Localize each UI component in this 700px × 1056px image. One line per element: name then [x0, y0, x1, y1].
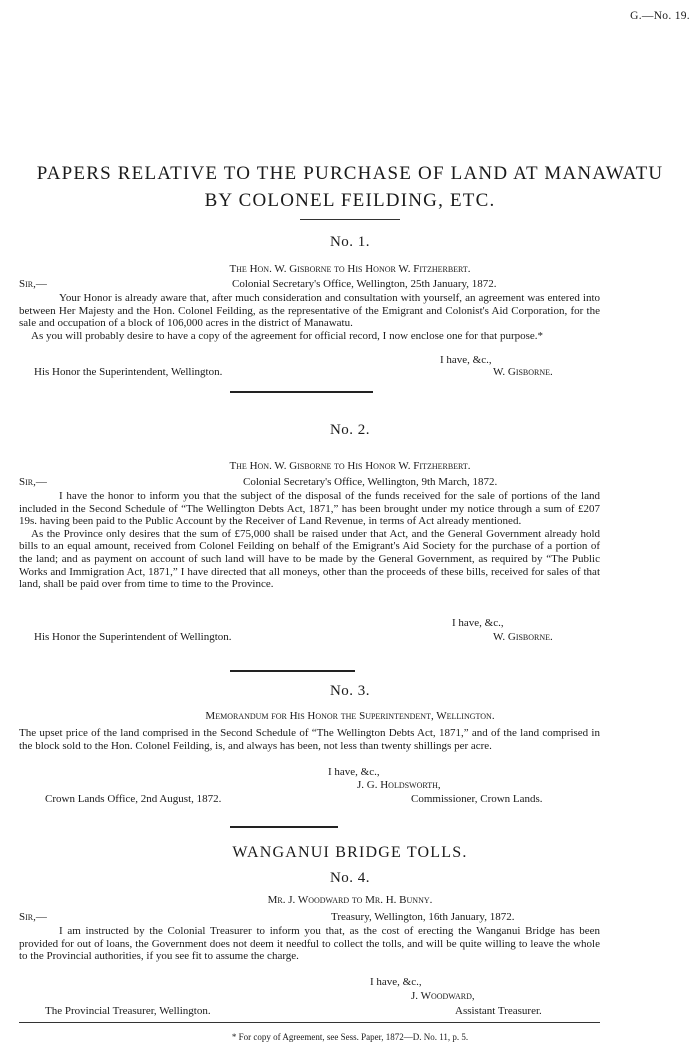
doc1-place-date: Colonial Secretary's Office, Wellington, 25th January, 1872. — [232, 278, 497, 290]
doc1-closing: I have, &c., — [440, 354, 492, 366]
doc3-paragraph-1: The upset price of the land comprised in the Second Schedule of “The Wellington Debts Act, 1871,” and of the land comprised in the block sold to the Hon. Colonel Feilding, is, and always has been, not less than twenty shillings per acre. — [19, 727, 600, 752]
doc2-heading: The Hon. W. Gisborne to His Honor W. Fitzherbert. — [229, 460, 471, 472]
doc4-heading: Mr. J. Woodward to Mr. H. Bunny. — [267, 894, 433, 906]
doc3-body — [19, 727, 600, 752]
doc2-paragraph-1: I have the honor to inform you that the subject of the disposal of the funds received for the sale of portions of the land included in the Second Schedule of “The Wellington Debts Act, 1871,” has been brought under my notice through a sum of £207 19s. having been paid to the Public Account by the Receiver of Land Revenue, in terms of Act already mentioned. — [19, 490, 600, 528]
doc3-heading: Memorandum for His Honor the Superintendent, Wellington. — [205, 710, 495, 722]
doc2-number: No. 2. — [329, 422, 371, 438]
doc2-signature: W. Gisborne. — [493, 631, 553, 643]
doc1-signature: W. Gisborne. — [493, 366, 553, 378]
document-reference: G.—No. 19. — [630, 10, 690, 22]
doc4-addressee: The Provincial Treasurer, Wellington. — [45, 1005, 211, 1017]
doc3-divider — [230, 826, 338, 828]
doc1-heading: The Hon. W. Gisborne to His Honor W. Fitzherbert. — [229, 263, 471, 275]
footnote-rule — [19, 1022, 600, 1023]
title-line-2: BY COLONEL FEILDING, ETC. — [204, 190, 496, 211]
doc4-title: Assistant Treasurer. — [455, 1005, 542, 1017]
doc2-body — [19, 490, 600, 591]
doc2-place-date: Colonial Secretary's Office, Wellington, 9th March, 1872. — [243, 476, 498, 488]
doc2-addressee: His Honor the Superintendent of Wellington. — [34, 631, 232, 643]
doc1-divider — [230, 391, 373, 393]
title-line-1: PAPERS RELATIVE TO THE PURCHASE OF LAND AT MANAWATU — [36, 163, 664, 184]
doc4-paragraph-1: I am instructed by the Colonial Treasurer to inform you that, as the cost of erecting the Wanganui Bridge has been provided for out of loans, the Government does not deem it needful to collect the tolls, and will be quite willing to leave the whole to the Provincial authorities, if you see fit to assume the charge. — [19, 925, 600, 963]
doc1-addressee: His Honor the Superintendent, Wellington. — [34, 366, 223, 378]
doc3-closing: I have, &c., — [328, 766, 380, 778]
doc1-body — [19, 292, 600, 342]
doc1-paragraph-1: Your Honor is already aware that, after much consideration and consultation with yourself, an agreement was entered into between Her Majesty and the Hon. Colonel Feilding, as the representative of the Emigrant and Colonist's Aid Corporation, for the sale and occupation of a block of 106,000 acres in the district of Manawatu. — [19, 292, 600, 330]
doc3-number: No. 3. — [329, 683, 371, 699]
doc4-salutation: Sir,— — [19, 911, 47, 923]
doc4-signature: J. Woodward, — [411, 990, 475, 1002]
doc2-divider — [230, 670, 355, 672]
doc3-signature: J. G. Holdsworth, — [357, 779, 441, 791]
doc4-closing: I have, &c., — [370, 976, 422, 988]
doc1-paragraph-2: As you will probably desire to have a copy of the agreement for official record, I now enclose one for that purpose.* — [31, 329, 544, 342]
doc4-body — [19, 925, 600, 963]
doc2-salutation: Sir,— — [19, 476, 47, 488]
doc1-salutation: Sir,— — [19, 278, 47, 290]
doc1-number: No. 1. — [329, 234, 371, 250]
section-title: WANGANUI BRIDGE TOLLS. — [232, 844, 468, 861]
doc2-closing: I have, &c., — [452, 617, 504, 629]
title-divider — [300, 219, 400, 220]
doc3-title: Commissioner, Crown Lands. — [411, 793, 543, 805]
doc3-office-date: Crown Lands Office, 2nd August, 1872. — [45, 793, 222, 805]
page-title — [0, 160, 700, 214]
doc4-number: No. 4. — [329, 870, 371, 886]
footnote: * For copy of Agreement, see Sess. Paper, 1872—D. No. 11, p. 5. — [231, 1032, 469, 1042]
doc2-paragraph-2: As the Province only desires that the sum of £75,000 shall be raised under that Act, and the General Government already hold bills to an equal amount, received from Colonel Feilding on behalf of the Emigrant's Aid Society for the purchase of a portion of the land; and as payment on account of such land will have to be made by the General Government, as required by “The Public Works and Immigration Act, 1871,” I have directed that all moneys, other than the proceeds of these bills, received for sales of that land, shall be paid over from time to time to the Province. — [19, 527, 600, 591]
doc4-place-date: Treasury, Wellington, 16th January, 1872. — [331, 911, 515, 923]
